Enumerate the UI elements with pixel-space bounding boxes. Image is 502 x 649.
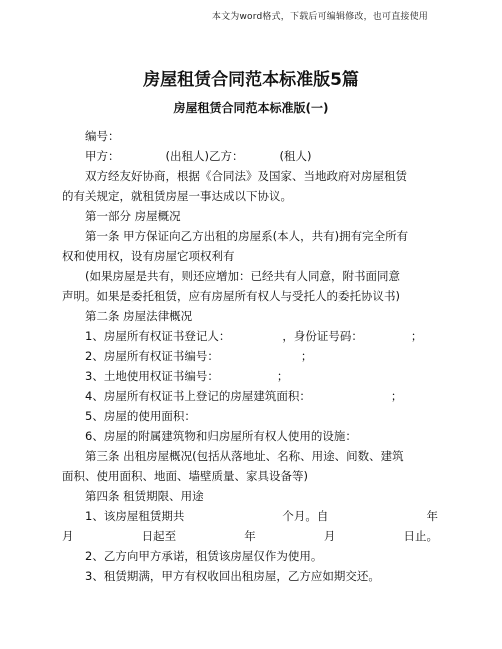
tenant-label: (租人) — [279, 149, 312, 163]
paragraph-line: 声明。如果是委托租赁，应有房屋所有权人与受托人的委托协议书) — [62, 289, 400, 303]
header-note: 本文为word格式，下载后可编辑修改，也可直接使用 — [211, 12, 428, 22]
party-b-label: (出租人)乙方： — [165, 149, 244, 163]
item-label: 年 — [244, 529, 256, 543]
list-item: 6、房屋的附属建筑物和归房屋所有权人使用的设施： — [85, 429, 357, 443]
list-item: 3、租赁期满，甲方有权收回出租房屋，乙方应如期交还。 — [85, 569, 380, 583]
article-heading: 第四条 租赁期限、用途 — [85, 489, 204, 503]
paragraph-line — [62, 526, 438, 546]
item-label: 1、该房屋租赁期共 — [85, 509, 185, 523]
list-item — [62, 366, 438, 386]
item-label: 3、土地使用权证书编号： — [85, 369, 219, 383]
paragraph-line: 的有关规定，就租赁房屋一事达成以下协议。 — [62, 189, 292, 203]
item-label: ，身份证号码： — [282, 329, 363, 343]
item-punct: ； — [276, 369, 289, 383]
item-punct: ； — [410, 329, 423, 343]
item-label: 年 — [426, 509, 438, 523]
list-item: 2、乙方向甲方承诺，租赁该房屋仅作为使用。 — [85, 549, 323, 563]
article-line: 第一条 甲方保证向乙方出租的房屋系(本人，共有)拥有完全所有 — [85, 229, 409, 243]
document-subtitle: 房屋租赁合同范本标准版(一) — [173, 101, 329, 115]
list-item — [62, 326, 438, 346]
section-heading: 第一部分 房屋概况 — [85, 209, 181, 223]
contract-body — [62, 126, 438, 586]
line-parties — [62, 146, 438, 166]
list-item — [62, 346, 438, 366]
item-label: 月 — [62, 529, 74, 543]
item-label: 日起至 — [141, 529, 177, 543]
item-label: 1、房屋所有权证书登记人： — [85, 329, 231, 343]
party-a-label: 甲方： — [85, 149, 120, 163]
article-line: 第三条 出租房屋概况(包括从落地址、名称、用途、间数、建筑 — [85, 449, 404, 463]
paragraph-line: (如果房屋是共有，则还应增加：已经共有人同意，附书面同意 — [85, 269, 400, 283]
item-label: 2、房屋所有权证书编号： — [85, 349, 219, 363]
item-label: 日止。 — [403, 529, 438, 543]
list-item — [62, 386, 438, 406]
line-contract-number: 编号： — [85, 129, 120, 143]
paragraph-line: 面积、使用面积、地面、墙壁质量、家具设备等) — [62, 469, 308, 483]
item-punct: ； — [300, 349, 313, 363]
article-heading: 第二条 房屋法律概况 — [85, 309, 193, 323]
item-punct: ； — [390, 389, 403, 403]
paragraph-line: 权和使用权，设有房屋它项权利有 — [62, 249, 235, 263]
paragraph-line: 双方经友好协商，根据《合同法》及国家、当地政府对房屋租赁 — [85, 169, 407, 183]
item-label: 月 — [323, 529, 336, 543]
list-item: 5、房屋的使用面积： — [85, 409, 196, 423]
item-label: 个月。自 — [282, 509, 329, 523]
list-item — [62, 506, 438, 526]
document-title: 房屋租赁合同范本标准版5篇 — [143, 70, 359, 90]
item-label: 4、房屋所有权证书上登记的房屋建筑面积： — [85, 389, 311, 403]
